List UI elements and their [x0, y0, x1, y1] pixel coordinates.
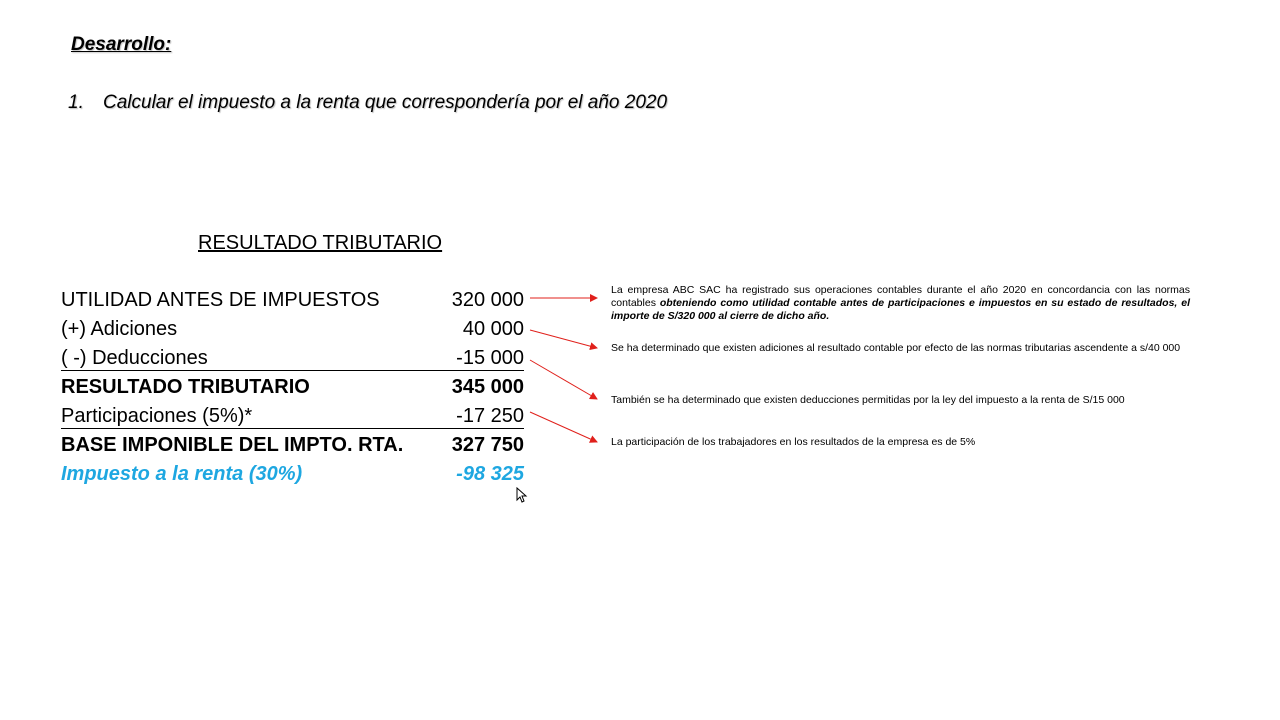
row-utilidad [61, 286, 524, 315]
row-value: 327 750 [451, 434, 524, 456]
note-participacion: La participación de los trabajadores en los resultados de la empresa es de 5% [611, 436, 976, 448]
arrow-adiciones [530, 330, 597, 348]
row-label: RESULTADO TRIBUTARIO [61, 376, 310, 398]
row-value: 345 000 [451, 376, 524, 398]
row-impuesto-renta [61, 460, 524, 489]
arrow-deducciones [530, 360, 597, 399]
row-resultado-tributario [61, 373, 524, 402]
table-title: RESULTADO TRIBUTARIO [198, 232, 443, 254]
row-adiciones [61, 315, 524, 344]
row-value: 40 000 [462, 318, 524, 340]
row-value: -17 250 [456, 405, 524, 427]
row-label: Impuesto a la renta (30%) [61, 463, 303, 485]
row-deducciones [61, 344, 524, 373]
arrow-participaciones [530, 412, 597, 442]
row-base-imponible [61, 431, 524, 460]
note-text: La empresa ABC SAC ha registrado sus operaciones contables durante el año 2020 en concordancia con las normas contables [611, 284, 1190, 309]
row-participaciones [61, 402, 524, 431]
note-deducciones: También se ha determinado que existen deducciones permitidas por la ley del impuesto a la renta de S/15 000 [611, 394, 1125, 406]
mouse-pointer-icon [516, 487, 528, 503]
task-text: Calcular el impuesto a la renta que correspondería por el año 2020 [103, 92, 668, 113]
section-heading: Desarrollo: [71, 34, 172, 55]
note-adiciones: Se ha determinado que existen adiciones al resultado contable por efecto de las normas tributarias ascendente a s/40 000 [611, 342, 1181, 354]
subtotal-rule [61, 370, 524, 371]
row-value: 320 000 [451, 289, 524, 311]
row-label: Participaciones (5%)* [61, 405, 253, 427]
task-number: 1. [68, 92, 84, 113]
base-rule [61, 428, 524, 429]
note-utilidad [611, 284, 1190, 323]
row-label: UTILIDAD ANTES DE IMPUESTOS [61, 289, 380, 311]
row-label: (+) Adiciones [61, 318, 178, 340]
row-value: -15 000 [456, 347, 524, 369]
row-label: BASE IMPONIBLE DEL IMPTO. RTA. [61, 434, 404, 456]
task-item [68, 92, 667, 114]
note-emphasis: obteniendo como utilidad contable antes de participaciones e impuestos en su estado de resultados, el importe de S/320 000 al cierre de dicho año [611, 297, 1190, 322]
note-period: . [826, 310, 830, 322]
row-value: -98 325 [456, 463, 524, 485]
row-label: ( -) Deducciones [61, 347, 208, 369]
